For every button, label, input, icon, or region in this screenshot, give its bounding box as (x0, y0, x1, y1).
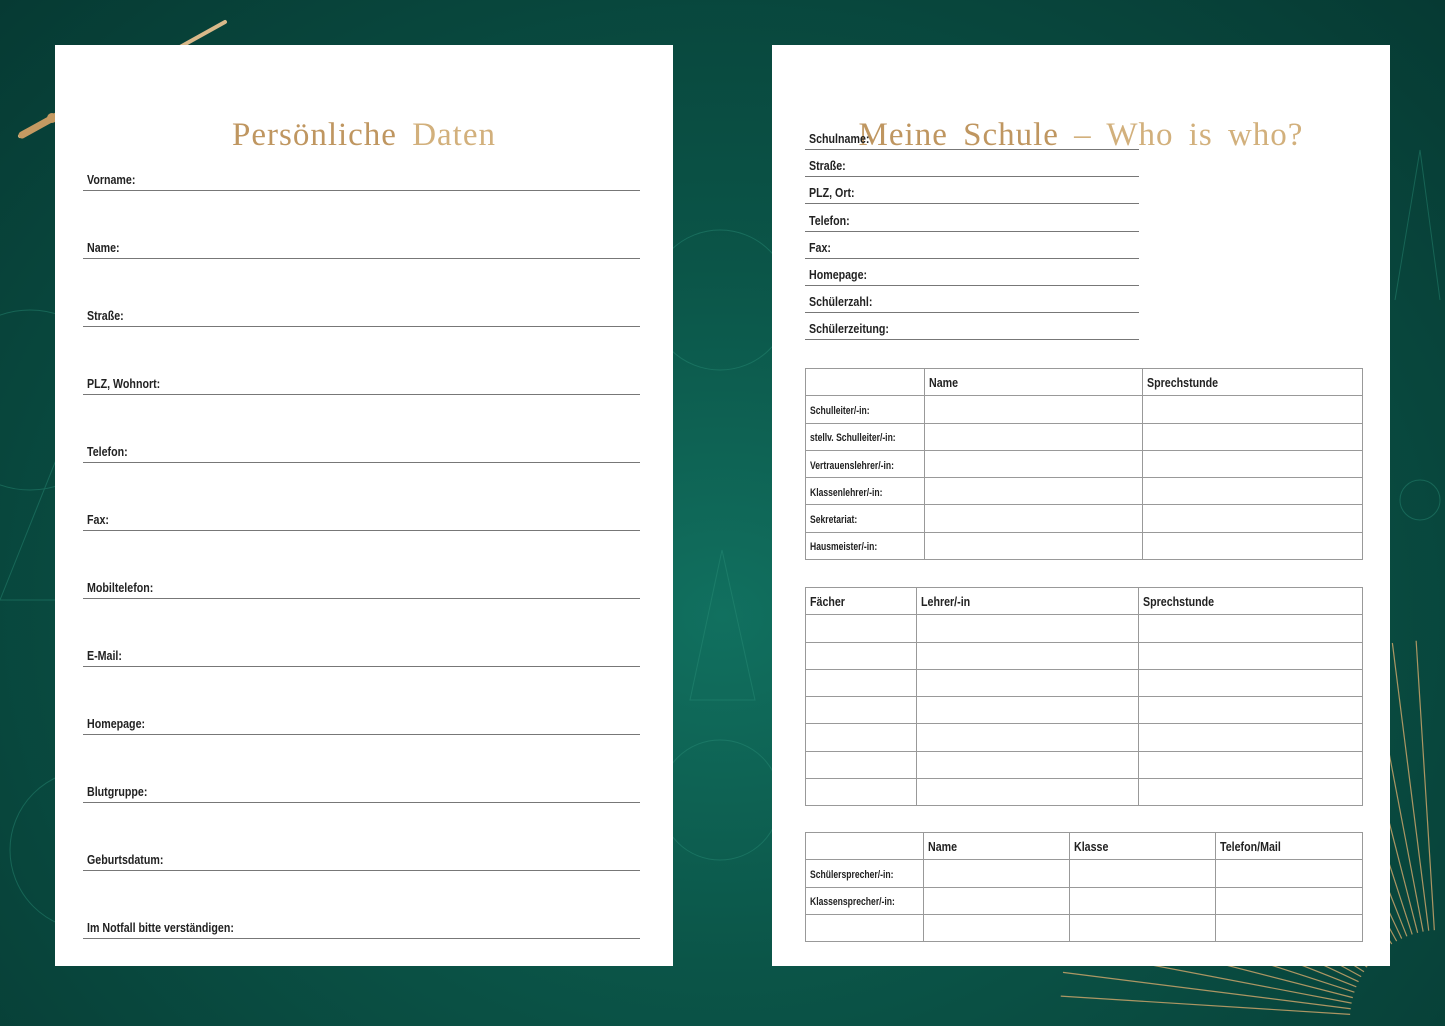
table-row (806, 423, 1363, 450)
input-cell[interactable] (806, 697, 917, 724)
field-label: Schülerzahl: (809, 294, 873, 310)
field-label: Fax: (87, 512, 109, 527)
title-dash: – (1074, 117, 1092, 153)
input-cell[interactable] (916, 779, 1139, 806)
input-cell[interactable] (806, 779, 917, 806)
field-label: Homepage: (87, 716, 146, 731)
table-header-row (806, 369, 1363, 396)
form-field-line[interactable] (83, 509, 640, 531)
row-label-cell (806, 396, 925, 423)
subjects-table (805, 587, 1363, 806)
table-row (806, 615, 1363, 642)
title-word: Meine Schule (858, 117, 1059, 153)
header-text: Sprechstunde (1143, 593, 1215, 609)
input-cell[interactable] (1139, 779, 1363, 806)
input-cell[interactable] (1069, 860, 1215, 887)
table-row (806, 642, 1363, 669)
personal-data-page (55, 45, 673, 966)
row-label-cell (806, 478, 925, 505)
title-word: Persönliche (231, 117, 397, 153)
header-text: Name (928, 374, 958, 390)
form-field-line[interactable] (83, 373, 640, 395)
table-row (806, 860, 1363, 887)
form-field-line[interactable] (83, 645, 640, 667)
table-row (806, 914, 1363, 941)
field-label: Im Notfall bitte verständigen: (87, 920, 234, 935)
form-field-line[interactable] (83, 917, 640, 939)
row-label-cell (806, 887, 924, 914)
field-label: Schulname: (809, 131, 870, 146)
table-row (806, 779, 1363, 806)
table-header-row (806, 833, 1363, 860)
form-field-line[interactable] (83, 781, 640, 803)
school-field-line[interactable] (805, 237, 1139, 259)
input-cell[interactable] (1142, 450, 1362, 477)
field-label: Mobiltelefon: (87, 580, 154, 595)
table-row (806, 505, 1363, 532)
field-label: PLZ, Ort: (809, 185, 855, 201)
column-header (1139, 588, 1363, 615)
table-row (806, 532, 1363, 559)
field-label: Straße: (809, 158, 846, 174)
input-cell[interactable] (923, 887, 1069, 914)
table-row (806, 396, 1363, 423)
row-label: Klassensprecher/-in: (810, 896, 895, 909)
school-field-line[interactable] (805, 155, 1139, 177)
input-cell[interactable] (806, 642, 917, 669)
row-label-cell (806, 860, 924, 887)
header-text: Sprechstunde (1146, 374, 1218, 390)
table-row (806, 751, 1363, 778)
field-label: Telefon: (809, 212, 850, 228)
input-cell[interactable] (924, 505, 1142, 532)
column-header (806, 833, 924, 860)
input-cell[interactable] (916, 669, 1139, 696)
field-label: Name: (87, 240, 120, 255)
header-text: Lehrer/-in (920, 593, 970, 609)
input-cell[interactable] (923, 914, 1069, 941)
header-text: Name (927, 838, 957, 854)
sunburst-ray (1061, 996, 1350, 1014)
row-label-cell (806, 505, 925, 532)
row-label: stellv. Schulleiter/-in: (810, 432, 896, 445)
table-header-row (806, 588, 1363, 615)
input-cell[interactable] (1215, 914, 1362, 941)
field-label: Vorname: (87, 172, 136, 187)
school-field-line[interactable] (805, 210, 1139, 232)
input-cell[interactable] (916, 724, 1139, 751)
student-reps-table (805, 832, 1363, 942)
field-label: Schülerzeitung: (809, 321, 889, 337)
row-label: Hausmeister/-in: (810, 541, 878, 554)
input-cell[interactable] (1139, 669, 1363, 696)
input-cell[interactable] (1069, 914, 1215, 941)
row-label-cell (806, 532, 925, 559)
header-text: Telefon/Mail (1219, 838, 1281, 854)
input-cell[interactable] (1215, 860, 1362, 887)
input-cell[interactable] (1139, 615, 1363, 642)
school-field-line[interactable] (805, 318, 1139, 340)
row-label: Schülersprecher/-in: (810, 868, 894, 881)
input-cell[interactable] (916, 697, 1139, 724)
field-label: E-Mail: (87, 648, 122, 663)
input-cell[interactable] (916, 642, 1139, 669)
table-row (806, 450, 1363, 477)
input-cell[interactable] (1069, 887, 1215, 914)
form-field-line[interactable] (83, 713, 640, 735)
staff-table (805, 368, 1363, 560)
input-cell[interactable] (916, 751, 1139, 778)
form-field-line[interactable] (83, 305, 640, 327)
input-cell[interactable] (923, 860, 1069, 887)
column-header (1069, 833, 1215, 860)
row-label: Klassenlehrer/-in: (810, 486, 883, 499)
input-cell[interactable] (1142, 423, 1362, 450)
form-field-line[interactable] (83, 849, 640, 871)
input-cell[interactable] (1142, 396, 1362, 423)
header-text: Klasse (1073, 838, 1109, 854)
input-cell[interactable] (1215, 887, 1362, 914)
row-label-cell (806, 423, 925, 450)
row-label: Schulleiter/-in: (810, 404, 870, 417)
input-cell[interactable] (924, 423, 1142, 450)
form-field-line[interactable] (83, 237, 640, 259)
table-row (806, 669, 1363, 696)
title-word: Daten (412, 117, 496, 153)
field-label: Blutgruppe: (87, 784, 148, 799)
table-row (806, 478, 1363, 505)
input-cell[interactable] (924, 396, 1142, 423)
page-title (55, 117, 673, 154)
sunburst-ray (1416, 641, 1434, 930)
school-field-line[interactable] (805, 291, 1139, 313)
input-cell[interactable] (916, 615, 1139, 642)
input-cell[interactable] (1142, 505, 1362, 532)
form-field-line[interactable] (83, 441, 640, 463)
row-label-cell (806, 450, 925, 477)
school-field-line[interactable] (805, 128, 1139, 150)
school-page (772, 45, 1390, 966)
column-header (924, 369, 1142, 396)
form-field-line[interactable] (83, 169, 640, 191)
input-cell[interactable] (1142, 478, 1362, 505)
field-label: Telefon: (87, 444, 128, 459)
column-header (806, 588, 917, 615)
input-cell[interactable] (924, 450, 1142, 477)
table-row (806, 697, 1363, 724)
input-cell[interactable] (806, 751, 917, 778)
school-field-line[interactable] (805, 182, 1139, 204)
row-label: Sekretariat: (810, 514, 858, 527)
input-cell[interactable] (1139, 724, 1363, 751)
column-header (916, 588, 1139, 615)
input-cell[interactable] (806, 669, 917, 696)
row-label-cell (806, 914, 924, 941)
input-cell[interactable] (1139, 642, 1363, 669)
field-label: Straße: (87, 308, 124, 323)
input-cell[interactable] (806, 724, 917, 751)
field-label: Geburtsdatum: (87, 852, 164, 867)
field-label: Homepage: (809, 267, 868, 282)
field-label: PLZ, Wohnort: (87, 376, 161, 391)
sunburst-ray (1063, 972, 1351, 1008)
column-header (806, 369, 925, 396)
input-cell[interactable] (1139, 751, 1363, 778)
input-cell[interactable] (924, 532, 1142, 559)
input-cell[interactable] (924, 478, 1142, 505)
header-text: Fächer (810, 593, 845, 609)
row-label: Vertrauenslehrer/-in: (810, 459, 894, 472)
input-cell[interactable] (1139, 697, 1363, 724)
column-header (923, 833, 1069, 860)
column-header (1142, 369, 1362, 396)
input-cell[interactable] (1142, 532, 1362, 559)
form-field-line[interactable] (83, 577, 640, 599)
field-label: Fax: (809, 239, 831, 255)
table-row (806, 887, 1363, 914)
sunburst-ray (1392, 643, 1428, 931)
column-header (1215, 833, 1362, 860)
school-field-line[interactable] (805, 264, 1139, 286)
table-row (806, 724, 1363, 751)
input-cell[interactable] (806, 615, 917, 642)
title-word: Who is who? (1106, 117, 1304, 153)
